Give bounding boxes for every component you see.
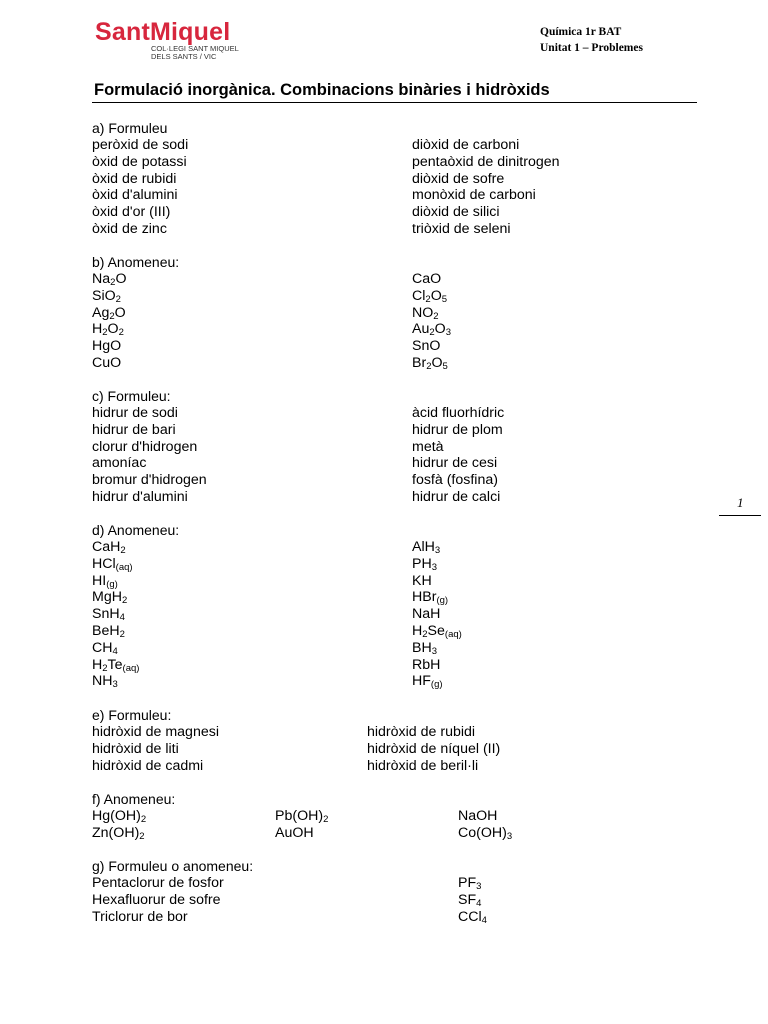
list-item: Pentaclorur de fosfor — [92, 875, 224, 891]
page-title: Formulació inorgànica. Combinacions binàries i hidròxids — [94, 81, 550, 99]
list-item: fosfà (fosfina) — [412, 472, 498, 489]
list-item: òxid d'alumini — [92, 187, 178, 204]
list-item: Triclorur de bor — [92, 908, 188, 925]
list-item: diòxid de sofre — [412, 170, 505, 187]
section-b-label: b) Anomeneu: — [92, 254, 180, 270]
section-d-col2 — [412, 539, 462, 690]
list-item: $Cl_2O_5$ — [412, 287, 448, 305]
list-item: $SF_4$ — [458, 891, 482, 909]
list-item: hidròxid de beril·li — [367, 757, 479, 774]
list-item: $Ag_2O$ — [92, 304, 126, 322]
list-item: $H_2Se_{(aq)}$ — [412, 622, 462, 640]
list-item: NaOH — [458, 808, 498, 824]
list-item: clorur d'hidrogen — [92, 438, 198, 455]
section-g-col1 — [92, 875, 224, 925]
section-b-col1 — [92, 271, 126, 372]
section-a-label: a) Formuleu — [92, 120, 168, 136]
list-item: bromur d'hidrogen — [92, 472, 207, 489]
section-a-col1 — [92, 137, 188, 238]
list-item: $NH_3$ — [92, 673, 118, 691]
logo-subtitle-line1: COL·LEGI SANT MIQUEL — [151, 44, 239, 53]
list-item: CuO — [92, 354, 122, 371]
section-e-col1 — [92, 724, 219, 774]
logo-subtitle — [151, 45, 239, 61]
list-item: Hexafluorur de sofre — [92, 891, 221, 908]
list-item: $Au_2O_3$ — [412, 321, 451, 339]
list-item: òxid de zinc — [92, 220, 167, 237]
course-info — [540, 24, 643, 56]
list-item: HgO — [92, 338, 122, 355]
section-a-col2 — [412, 137, 560, 238]
list-item: hidrur d'alumini — [92, 488, 188, 505]
section-f-col3 — [458, 808, 512, 842]
list-item: $Hg(OH)_2$ — [92, 808, 147, 825]
section-c-col1 — [92, 405, 207, 506]
section-c-col2 — [412, 405, 504, 506]
list-item: $CH_4$ — [92, 639, 118, 657]
list-item: AlH$_3$ — [412, 539, 441, 556]
list-item: $NO_2$ — [412, 304, 439, 322]
list-item: metà — [412, 438, 444, 455]
list-item: hidròxid de magnesi — [92, 724, 219, 740]
list-item: triòxid de seleni — [412, 220, 511, 237]
unit-name: Unitat 1 – Problemes — [540, 42, 643, 54]
page-number-divider — [719, 515, 761, 516]
list-item: $H_2O_2$ — [92, 321, 124, 339]
list-item: HCl$_{(aq)}$ — [92, 555, 133, 573]
list-item: CaH$_2$ — [92, 539, 126, 556]
list-item: $HI_{(g)}$ — [92, 572, 118, 590]
list-item: RbH — [412, 656, 441, 673]
section-f-label: f) Anomeneu: — [92, 791, 176, 807]
list-item: àcid fluorhídric — [412, 405, 505, 421]
list-item: $PH_3$ — [412, 555, 438, 573]
section-e-label: e) Formuleu: — [92, 707, 172, 723]
page-number: 1 — [737, 495, 744, 510]
list-item: òxid d'or (III) — [92, 204, 171, 221]
list-item: hidròxid de liti — [92, 740, 179, 757]
section-c-label: c) Formuleu: — [92, 388, 171, 404]
list-item: NaH — [412, 606, 441, 623]
list-item: hidròxid de rubidi — [367, 724, 476, 740]
list-item: $Zn(OH)_2$ — [92, 824, 145, 842]
section-f-col1 — [92, 808, 146, 842]
logo-name: SantMiquel — [95, 18, 231, 46]
list-item: pentaòxid de dinitrogen — [412, 153, 560, 170]
list-item: hidrur de bari — [92, 421, 176, 438]
section-f-col2 — [275, 808, 328, 842]
section-g-label: g) Formuleu o anomeneu: — [92, 858, 254, 874]
list-item: BeH$_2$ — [92, 622, 125, 640]
section-b-col2 — [412, 271, 451, 372]
list-item: hidrur de calci — [412, 488, 501, 505]
list-item: monòxid de carboni — [412, 187, 536, 204]
list-item: $PF_3$ — [458, 875, 482, 892]
list-item: òxid de potassi — [92, 153, 187, 170]
list-item: AuOH — [275, 824, 314, 841]
list-item: KH — [412, 572, 432, 589]
section-d-label: d) Anomeneu: — [92, 522, 180, 538]
list-item: amoníac — [92, 455, 147, 472]
list-item: $HF_{(g)}$ — [412, 673, 443, 691]
list-item: $Co(OH)_3$ — [458, 824, 513, 842]
course-name: Química 1r BAT — [540, 26, 622, 38]
list-item: hidròxid de níquel (II) — [367, 740, 501, 757]
list-item: hidrur de plom — [412, 421, 503, 438]
list-item: CaO — [412, 271, 442, 287]
list-item: òxid de rubidi — [92, 170, 177, 187]
list-item: $Na_2O$ — [92, 271, 127, 288]
section-d-col1 — [92, 539, 139, 690]
list-item: $Br_2O_5$ — [412, 354, 448, 372]
list-item: CCl$_4$ — [458, 908, 487, 926]
school-logo — [95, 18, 239, 61]
list-item: HBr$_{(g)}$ — [412, 589, 449, 607]
list-item: $Pb(OH)_2$ — [275, 808, 329, 825]
list-item: $BH_3$ — [412, 639, 438, 657]
list-item: MgH$_2$ — [92, 589, 128, 607]
list-item: diòxid de carboni — [412, 137, 520, 153]
list-item: $H_2Te_{(aq)}$ — [92, 656, 140, 674]
list-item: peròxid de sodi — [92, 137, 189, 153]
list-item: SiO$_2$ — [92, 287, 121, 305]
list-item: SnH$_4$ — [92, 606, 125, 624]
list-item: hidrur de cesi — [412, 455, 498, 472]
title-divider — [92, 102, 697, 103]
section-e-col2 — [367, 724, 500, 774]
list-item: hidrur de sodi — [92, 405, 178, 421]
list-item: hidròxid de cadmi — [92, 757, 204, 774]
list-item: SnO — [412, 338, 441, 355]
logo-subtitle-line2: DELS SANTS / VIC — [151, 52, 217, 61]
section-g-col2 — [458, 875, 487, 925]
list-item: diòxid de silici — [412, 204, 500, 221]
